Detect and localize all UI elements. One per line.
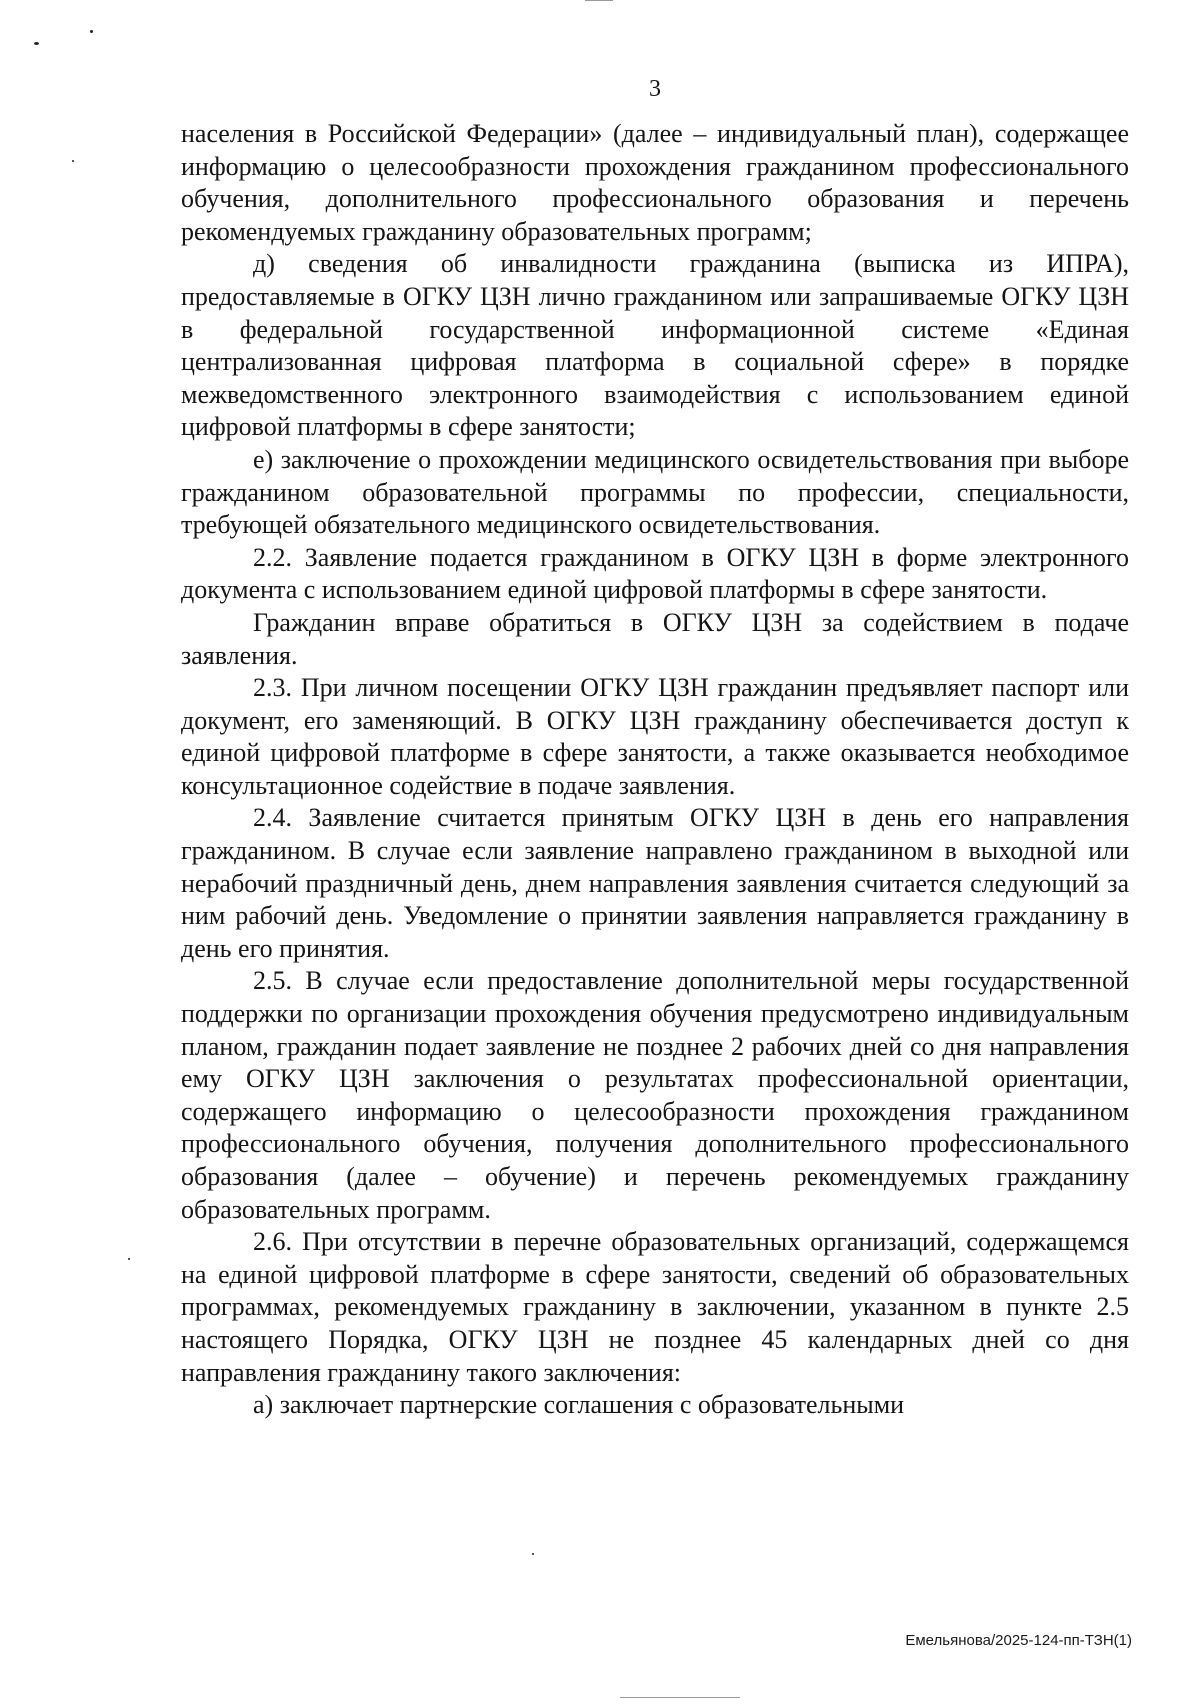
scan-speck	[34, 42, 39, 45]
paragraph: 2.3. При личном посещении ОГКУ ЦЗН гражданин предъявляет паспорт или документ, его заменяющий. В ОГКУ ЦЗН гражданину обеспечивается доступ к единой цифровой платформе в сфере занятости, а также оказывается необходимое консультационное содействие в подаче заявления.	[181, 673, 1129, 800]
paragraph: 2.5. В случае если предоставление дополнительной меры государственной поддержки по организации прохождения обучения предусмотрено индивидуальным планом, гражданин подает заявление не позднее 2 рабочих дней со дня направления ему ОГКУ ЦЗН заключения о результатах профессиональной ориентации, содержащего информацию о целесообразности прохождения гражданином профессионального обучения, получения дополнительного профессионального образования (далее – обучение) и перечень рекомендуемых гражданину образовательных программ.	[181, 966, 1129, 1224]
scan-speck	[532, 1553, 534, 1555]
paragraph: 2.2. Заявление подается гражданином в ОГКУ ЦЗН в форме электронного документа с использованием единой цифровой платформы в сфере занятости.	[181, 542, 1129, 605]
paragraph: населения в Российской Федерации» (далее – индивидуальный план), содержащее информацию о целесообразности прохождения гражданином профессионального обучения, дополнительного профессионального образования и перечень рекомендуемых гражданину образовательных программ;	[181, 119, 1129, 246]
paragraph: а) заключает партнерские соглашения с образовательными	[253, 1390, 905, 1420]
paragraph: д) сведения об инвалидности гражданина (выписка из ИПРА), предоставляемые в ОГКУ ЦЗН лично гражданином или запрашиваемые ОГКУ ЦЗН в федеральной государственной информационной системе «Единая централизованная цифровая платформа в социальной сфере» в порядке межведомственного электронного взаимодействия с использованием единой цифровой платформы в сфере занятости;	[181, 249, 1129, 442]
document-footer-code: Емельянова/2025-124-пп-ТЗН(1)	[905, 1632, 1132, 1649]
page-number: 3	[649, 76, 661, 102]
paragraph: е) заключение о прохождении медицинского освидетельствования при выборе гражданином образовательной программы по профессии, специальности, требующей обязательного медицинского освидетельствования.	[181, 444, 1129, 540]
paragraph: 2.4. Заявление считается принятым ОГКУ ЦЗН в день его направления гражданином. В случае если заявление направлено гражданином в выходной или нерабочий праздничный день, днем направления заявления считается следующий за ним рабочий день. Уведомление о принятии заявления направляется гражданину в день его принятия.	[181, 803, 1129, 963]
scan-speck	[72, 160, 74, 162]
scan-edge-line	[585, 0, 613, 1]
scan-speck	[90, 30, 93, 33]
scan-speck	[128, 1258, 130, 1260]
document-body	[181, 118, 1129, 1422]
paragraph: Гражданин вправе обратиться в ОГКУ ЦЗН за содействием в подаче заявления.	[181, 607, 1129, 670]
paragraph: 2.6. При отсутствии в перечне образовательных организаций, содержащемся на единой цифровой платформе в сфере занятости, сведений об образовательных программах, рекомендуемых гражданину в заключении, указанном в пункте 2.5 настоящего Порядка, ОГКУ ЦЗН не позднее 45 календарных дней со дня направления гражданину такого заключения:	[181, 1227, 1129, 1387]
scan-edge-line	[620, 1697, 740, 1698]
